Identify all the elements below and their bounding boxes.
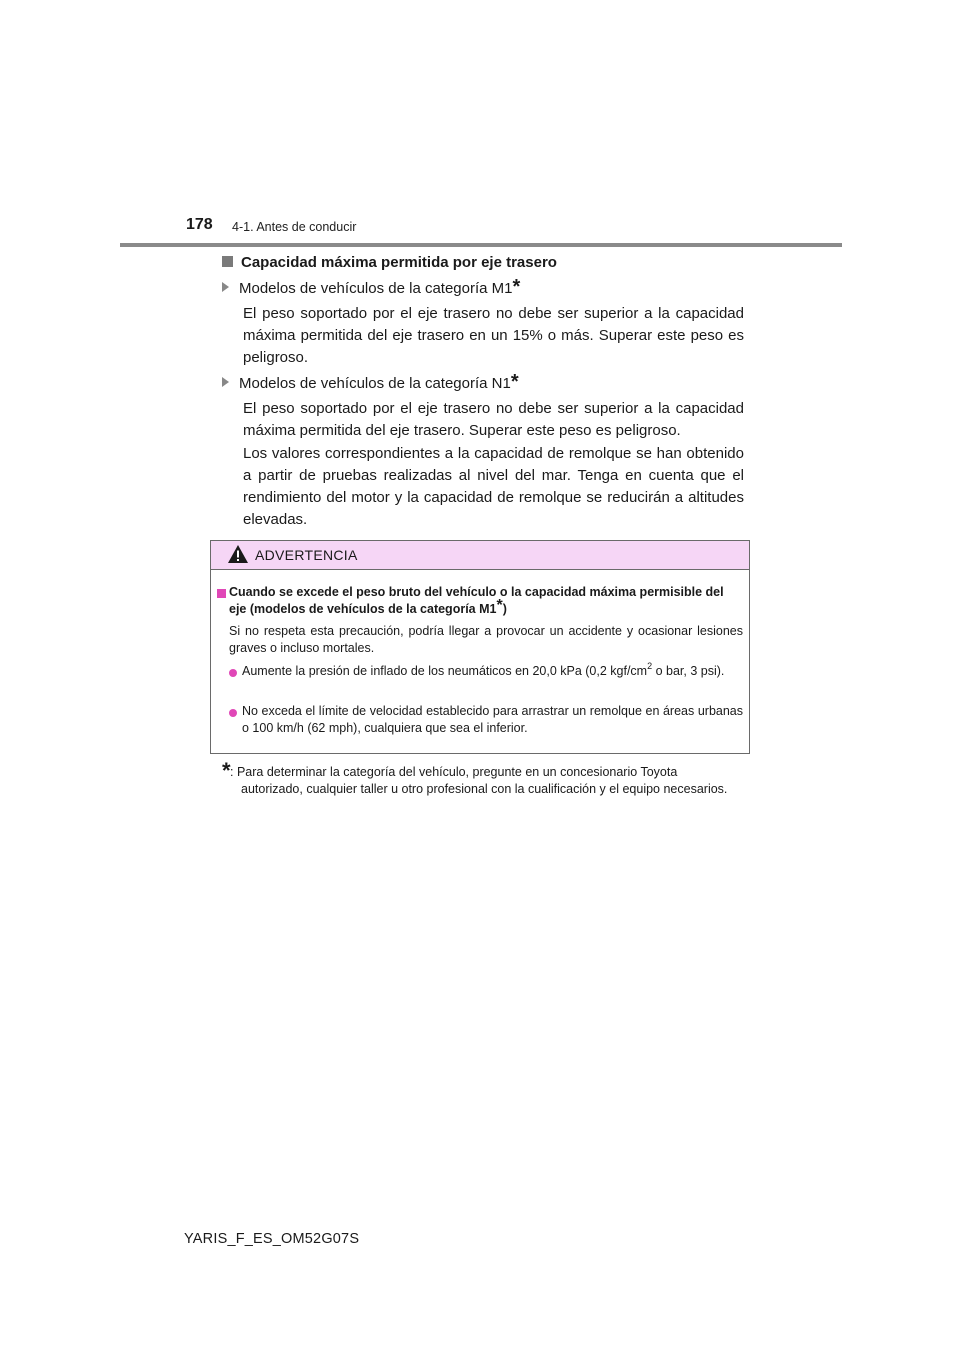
footnote-first-line: : Para determinar la categoría del vehículo, pregunte en un concesionario Toyota: [230, 765, 678, 779]
category-m1-text: Modelos de vehículos de la categoría M1: [239, 280, 513, 297]
asterisk-marker: *: [496, 597, 503, 614]
header-rule: [120, 243, 842, 247]
bullet-text: o bar, 3 psi).: [652, 664, 725, 678]
warning-box: [210, 540, 750, 754]
asterisk-marker: *: [510, 371, 519, 393]
warning-heading-close: ): [502, 602, 507, 616]
bullet-text: Aumente la presión de inflado de los neumáticos en 20,0 kPa (0,2 kgf/cm: [242, 664, 648, 678]
warning-title: ADVERTENCIA: [255, 547, 358, 563]
asterisk-marker: *: [512, 276, 521, 298]
category-m1-label: [222, 276, 521, 300]
bullet-dot-icon: [229, 669, 237, 677]
warning-bullet-tire-pressure: [242, 663, 743, 680]
triangle-bullet-icon: [222, 282, 229, 292]
warning-header: [211, 541, 749, 570]
document-code: YARIS_F_ES_OM52G07S: [184, 1231, 360, 1247]
section-heading: [222, 254, 557, 271]
page-number: 178: [186, 216, 213, 233]
warning-bullet-speed-limit: No exceda el límite de velocidad establecido para arrastrar un remolque en áreas urbanas o 100 km/h (62 mph), cualquiera que sea el inferior.: [242, 704, 743, 735]
heading-square-icon: [222, 256, 233, 267]
category-m1-paragraph: El peso soportado por el eje trasero no debe ser superior a la capacidad máxima permitida del eje trasero en un 15% o más. Superar este peso es peligroso.: [243, 305, 744, 366]
warning-heading: [229, 584, 743, 618]
towing-capacity-paragraph: Los valores correspondientes a la capacidad de remolque se han obtenido a partir de pruebas realizadas al nivel del mar. Tenga en cuenta que el rendimiento del motor y la capacidad de remolque se reducirán a altitudes elevadas.: [243, 445, 744, 528]
bullet-dot-icon: [229, 709, 237, 717]
footnote-marker: *: [222, 758, 231, 783]
warning-heading-text: Cuando se excede el peso bruto del vehículo o la capacidad máxima permisible del eje (modelos de vehículos de la categoría M1: [229, 585, 724, 616]
section-label: 4-1. Antes de conducir: [232, 220, 357, 234]
category-n1-paragraph: El peso soportado por el eje trasero no debe ser superior a la capacidad máxima permitida del eje trasero. Superar este peso es peligroso.: [243, 400, 744, 439]
warning-square-icon: [217, 589, 226, 598]
section-heading-text: Capacidad máxima permitida por eje trasero: [241, 254, 557, 271]
warning-triangle-icon: [227, 544, 249, 564]
category-n1-label: [222, 371, 519, 395]
category-n1-text: Modelos de vehículos de la categoría N1: [239, 375, 511, 392]
superscript: 2: [647, 661, 653, 671]
triangle-bullet-icon: [222, 377, 229, 387]
warning-text: Si no respeta esta precaución, podría llegar a provocar un accidente y ocasionar lesiones graves o incluso mortales.: [229, 624, 743, 655]
footnote-body: autorizado, cualquier taller u otro profesional con la cualificación y el equipo necesarios.: [241, 782, 728, 796]
